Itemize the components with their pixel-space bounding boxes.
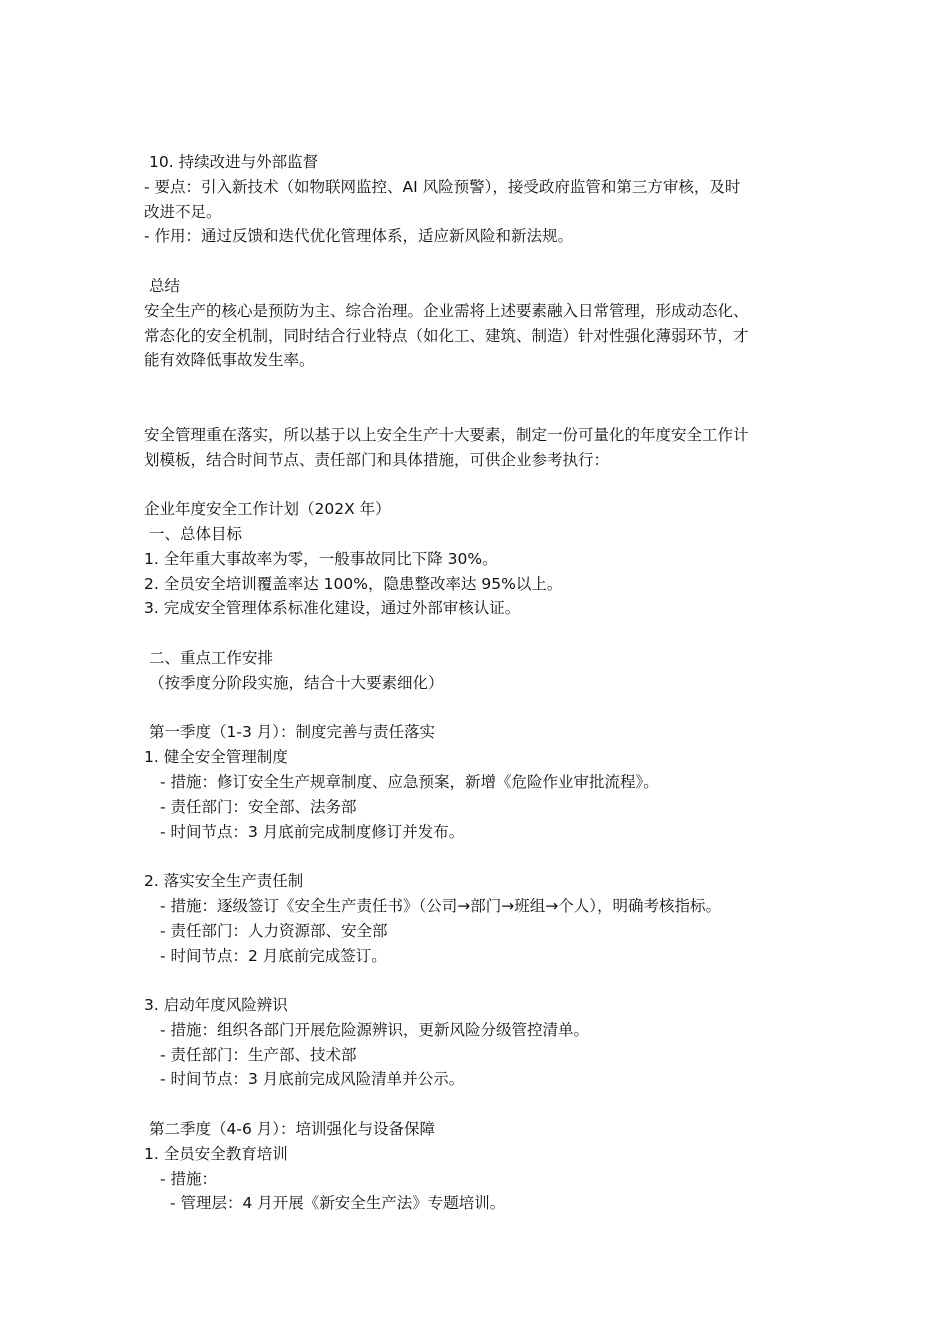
text-line: - 要点：引入新技术（如物联网监控、AI 风险预警），接受政府监管和第三方审核，及时: [144, 177, 741, 196]
text-line: - 措施：组织各部门开展危险源辨识，更新风险分级管控清单。: [160, 1020, 590, 1039]
text-line: 第二季度（4-6 月）：培训强化与设备保障: [149, 1120, 435, 1139]
text-line: 能有效降低事故发生率。: [144, 351, 315, 370]
blank-line: [144, 621, 814, 646]
text-line: - 责任部门：安全部、法务部: [160, 797, 357, 816]
text-line: 1. 全年重大事故率为零，一般事故同比下降 30%。: [144, 549, 498, 568]
blank-line: [144, 398, 814, 423]
text-line: 总结: [149, 276, 181, 295]
blank-line: [144, 373, 814, 398]
text-line: 3. 完成安全管理体系标准化建设，通过外部审核认证。: [144, 599, 521, 618]
text-line: 安全管理重在落实，所以基于以上安全生产十大要素，制定一份可量化的年度安全工作计: [144, 425, 749, 444]
text-line: 安全生产的核心是预防为主、综合治理。企业需将上述要素融入日常管理，形成动态化、: [144, 301, 749, 320]
text-line: 二、重点工作安排: [149, 648, 274, 667]
text-line: - 责任部门：人力资源部、安全部: [160, 921, 388, 940]
document-page: [144, 150, 814, 1216]
text-line: - 管理层：4 月开展《新安全生产法》专题培训。: [170, 1194, 506, 1213]
text-line: （按季度分阶段实施，结合十大要素细化）: [149, 673, 444, 692]
text-line: 2. 全员安全培训覆盖率达 100%，隐患整改率达 95%以上。: [144, 574, 563, 593]
text-line: - 措施：修订安全生产规章制度、应急预案，新增《危险作业审批流程》。: [160, 772, 659, 791]
blank-line: [144, 1092, 814, 1117]
text-line: 10. 持续改进与外部监督: [149, 153, 319, 171]
text-line: 2. 落实安全生产责任制: [144, 872, 304, 891]
blank-line: [144, 696, 814, 721]
text-line: - 责任部门：生产部、技术部: [160, 1045, 357, 1064]
text-line: - 措施：逐级签订《安全生产责任书》（公司→部门→班组→个人），明确考核指标。: [160, 896, 721, 915]
blank-line: [144, 472, 814, 497]
text-line: 1. 健全安全管理制度: [144, 748, 288, 767]
text-line: 一、总体目标: [149, 524, 243, 543]
text-line: 改进不足。: [144, 202, 222, 221]
text-line: 第一季度（1-3 月）：制度完善与责任落实: [149, 723, 435, 742]
blank-line: [144, 249, 814, 274]
text-line: - 时间节点：3 月底前完成制度修订并发布。: [160, 822, 465, 841]
text-line: - 作用：通过反馈和迭代优化管理体系，适应新风险和新法规。: [144, 227, 574, 246]
text-line: - 时间节点：3 月底前完成风险清单并公示。: [160, 1070, 465, 1089]
text-line: 企业年度安全工作计划（202X 年）: [144, 500, 391, 519]
text-line: - 措施：: [160, 1169, 218, 1188]
blank-line: [144, 968, 814, 993]
text-line: - 时间节点：2 月底前完成签订。: [160, 946, 387, 965]
text-line: 1. 全员安全教育培训: [144, 1144, 288, 1163]
text-line: 常态化的安全机制，同时结合行业特点（如化工、建筑、制造）针对性强化薄弱环节，才: [144, 326, 749, 345]
blank-line: [144, 844, 814, 869]
text-line: 划模板，结合时间节点、责任部门和具体措施，可供企业参考执行：: [144, 450, 610, 469]
text-line: 3. 启动年度风险辨识: [144, 996, 288, 1015]
